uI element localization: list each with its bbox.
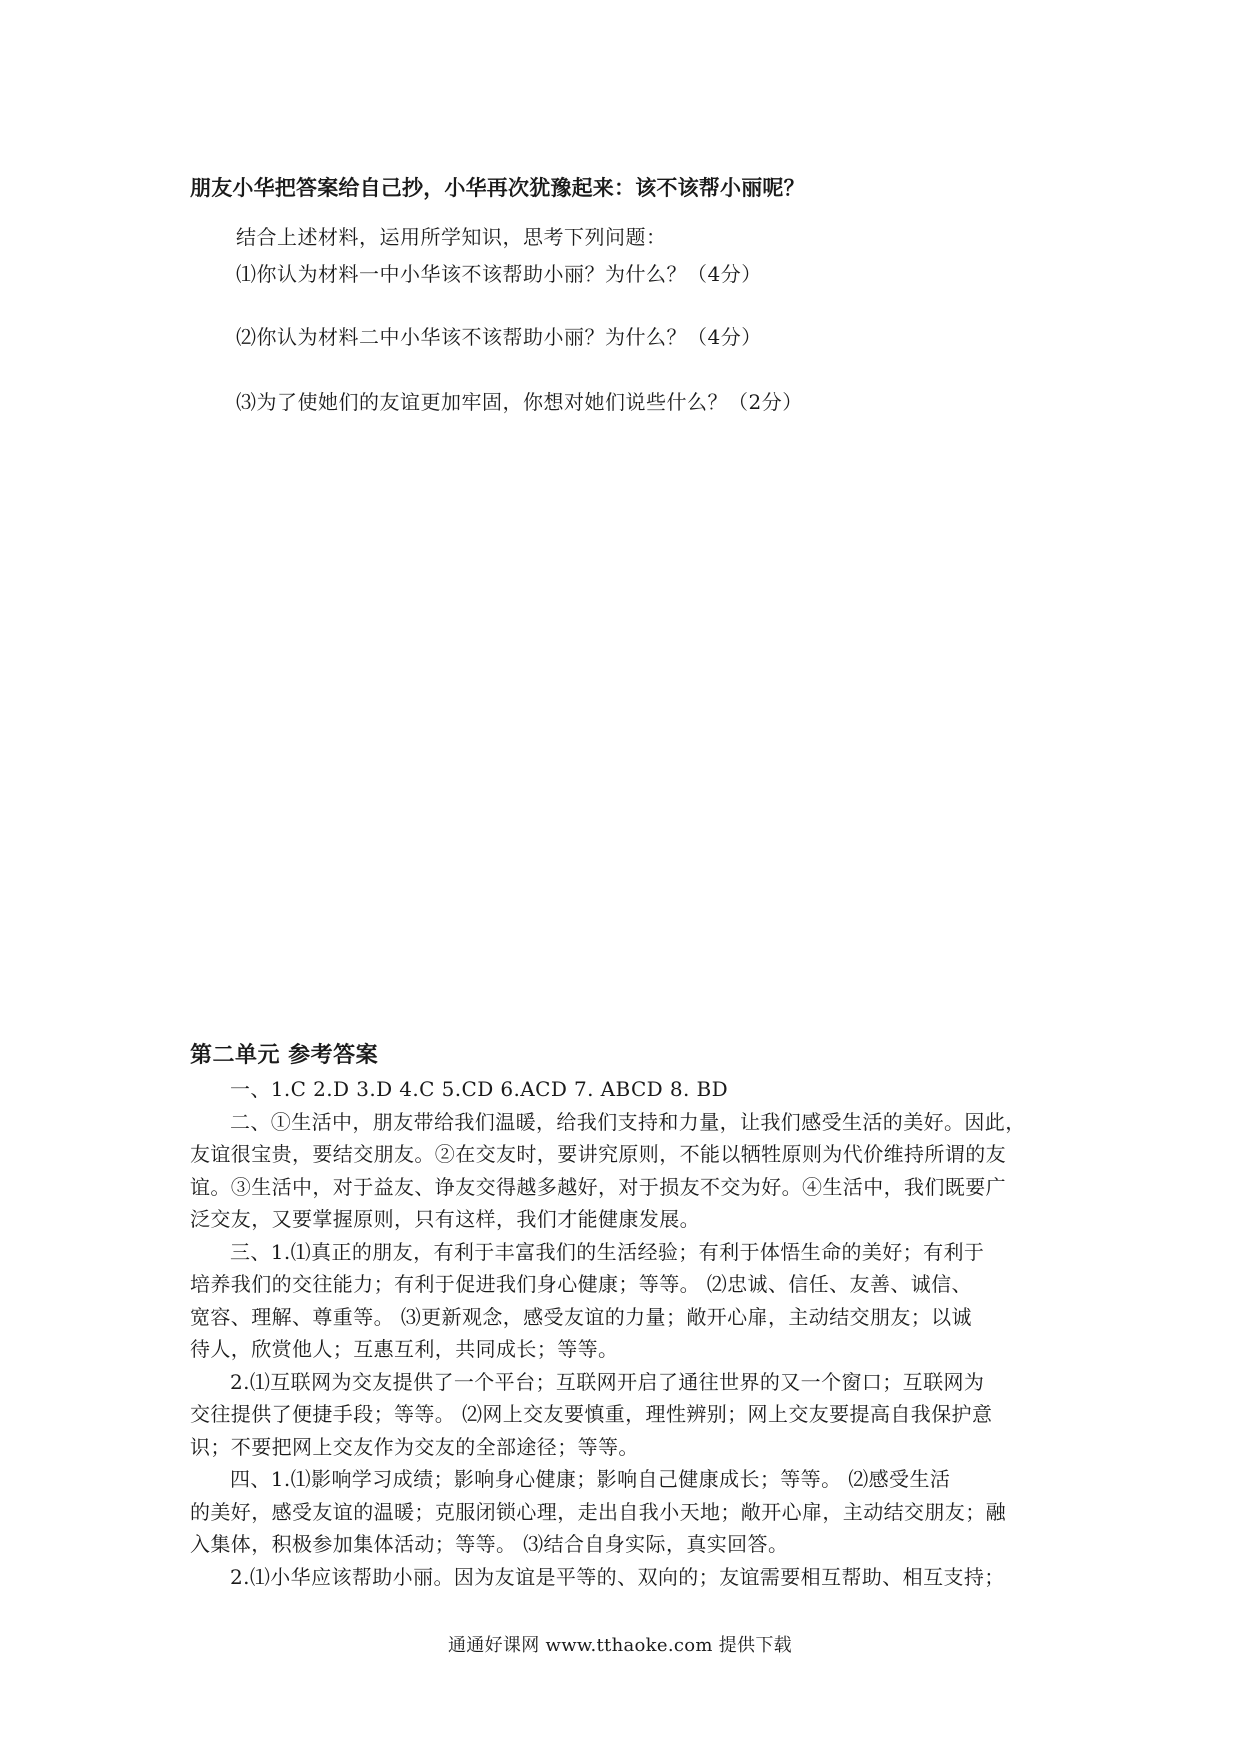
answer-line: 培养我们的交往能力；有利于促进我们身心健康；等等。 ⑵忠诚、信任、友善、诚信、: [190, 1272, 972, 1296]
answer-line: 的美好，感受友谊的温暖；克服闭锁心理，走出自我小天地；敞开心扉，主动结交朋友；融: [190, 1500, 1006, 1524]
answer-line: 2.⑴互联网为交友提供了一个平台；互联网开启了通往世界的又一个窗口；互联网为: [230, 1370, 985, 1394]
answer-line: 一、1.C 2.D 3.D 4.C 5.CD 6.ACD 7. ABCD 8. BD: [230, 1077, 729, 1101]
answer-line: 入集体，积极参加集体活动；等等。 ⑶结合自身实际，真实回答。: [190, 1532, 789, 1556]
question-carryover-line: 朋友小华把答案给自己抄，小华再次犹豫起来：该不该帮小丽呢？: [190, 176, 805, 200]
answer-line: 三、1.⑴真正的朋友，有利于丰富我们的生活经验；有利于体悟生命的美好；有利于: [230, 1240, 985, 1264]
answer-line: 识；不要把网上交友作为交友的全部途径；等等。: [190, 1435, 639, 1459]
answer-line: 待人，欣赏他人；互惠互利，共同成长；等等。: [190, 1337, 619, 1361]
answer-line: 泛交友，又要掌握原则，只有这样，我们才能健康发展。: [190, 1207, 700, 1231]
question-item-2: ⑵你认为材料二中小华该不该帮助小丽？为什么？（4分）: [236, 325, 762, 349]
answer-line: 2.⑴小华应该帮助小丽。因为友谊是平等的、双向的；友谊需要相互帮助、相互支持；: [230, 1565, 1005, 1589]
answer-line: 友谊很宝贵，要结交朋友。②在交友时，要讲究原则，不能以牺牲原则为代价维持所谓的友: [190, 1142, 1006, 1166]
answer-line: 四、1.⑴影响学习成绩；影响身心健康；影响自己健康成长；等等。 ⑵感受生活: [230, 1467, 951, 1491]
answer-line: 交往提供了便捷手段；等等。 ⑵网上交友要慎重，理性辨别；网上交友要提高自我保护意: [190, 1402, 993, 1426]
answer-line: 谊。③生活中，对于益友、诤友交得越多越好，对于损友不交为好。④生活中，我们既要广: [190, 1175, 1006, 1199]
footer-source-text: 通通好课网 www.tthaoke.com 提供下载: [448, 1635, 792, 1656]
question-item-1: ⑴你认为材料一中小华该不该帮助小丽？为什么？（4分）: [236, 262, 762, 286]
question-item-3: ⑶为了使她们的友谊更加牢固，你想对她们说些什么？（2分）: [236, 390, 803, 414]
question-instruction: 结合上述材料，运用所学知识，思考下列问题：: [236, 225, 667, 249]
answer-line: 二、①生活中，朋友带给我们温暖，给我们支持和力量，让我们感受生活的美好。因此，: [230, 1110, 1026, 1134]
answer-line: 宽容、理解、尊重等。 ⑶更新观念，感受友谊的力量；敞开心扉，主动结交朋友；以诚: [190, 1305, 972, 1329]
answers-title: 第二单元 参考答案: [190, 1043, 379, 1068]
